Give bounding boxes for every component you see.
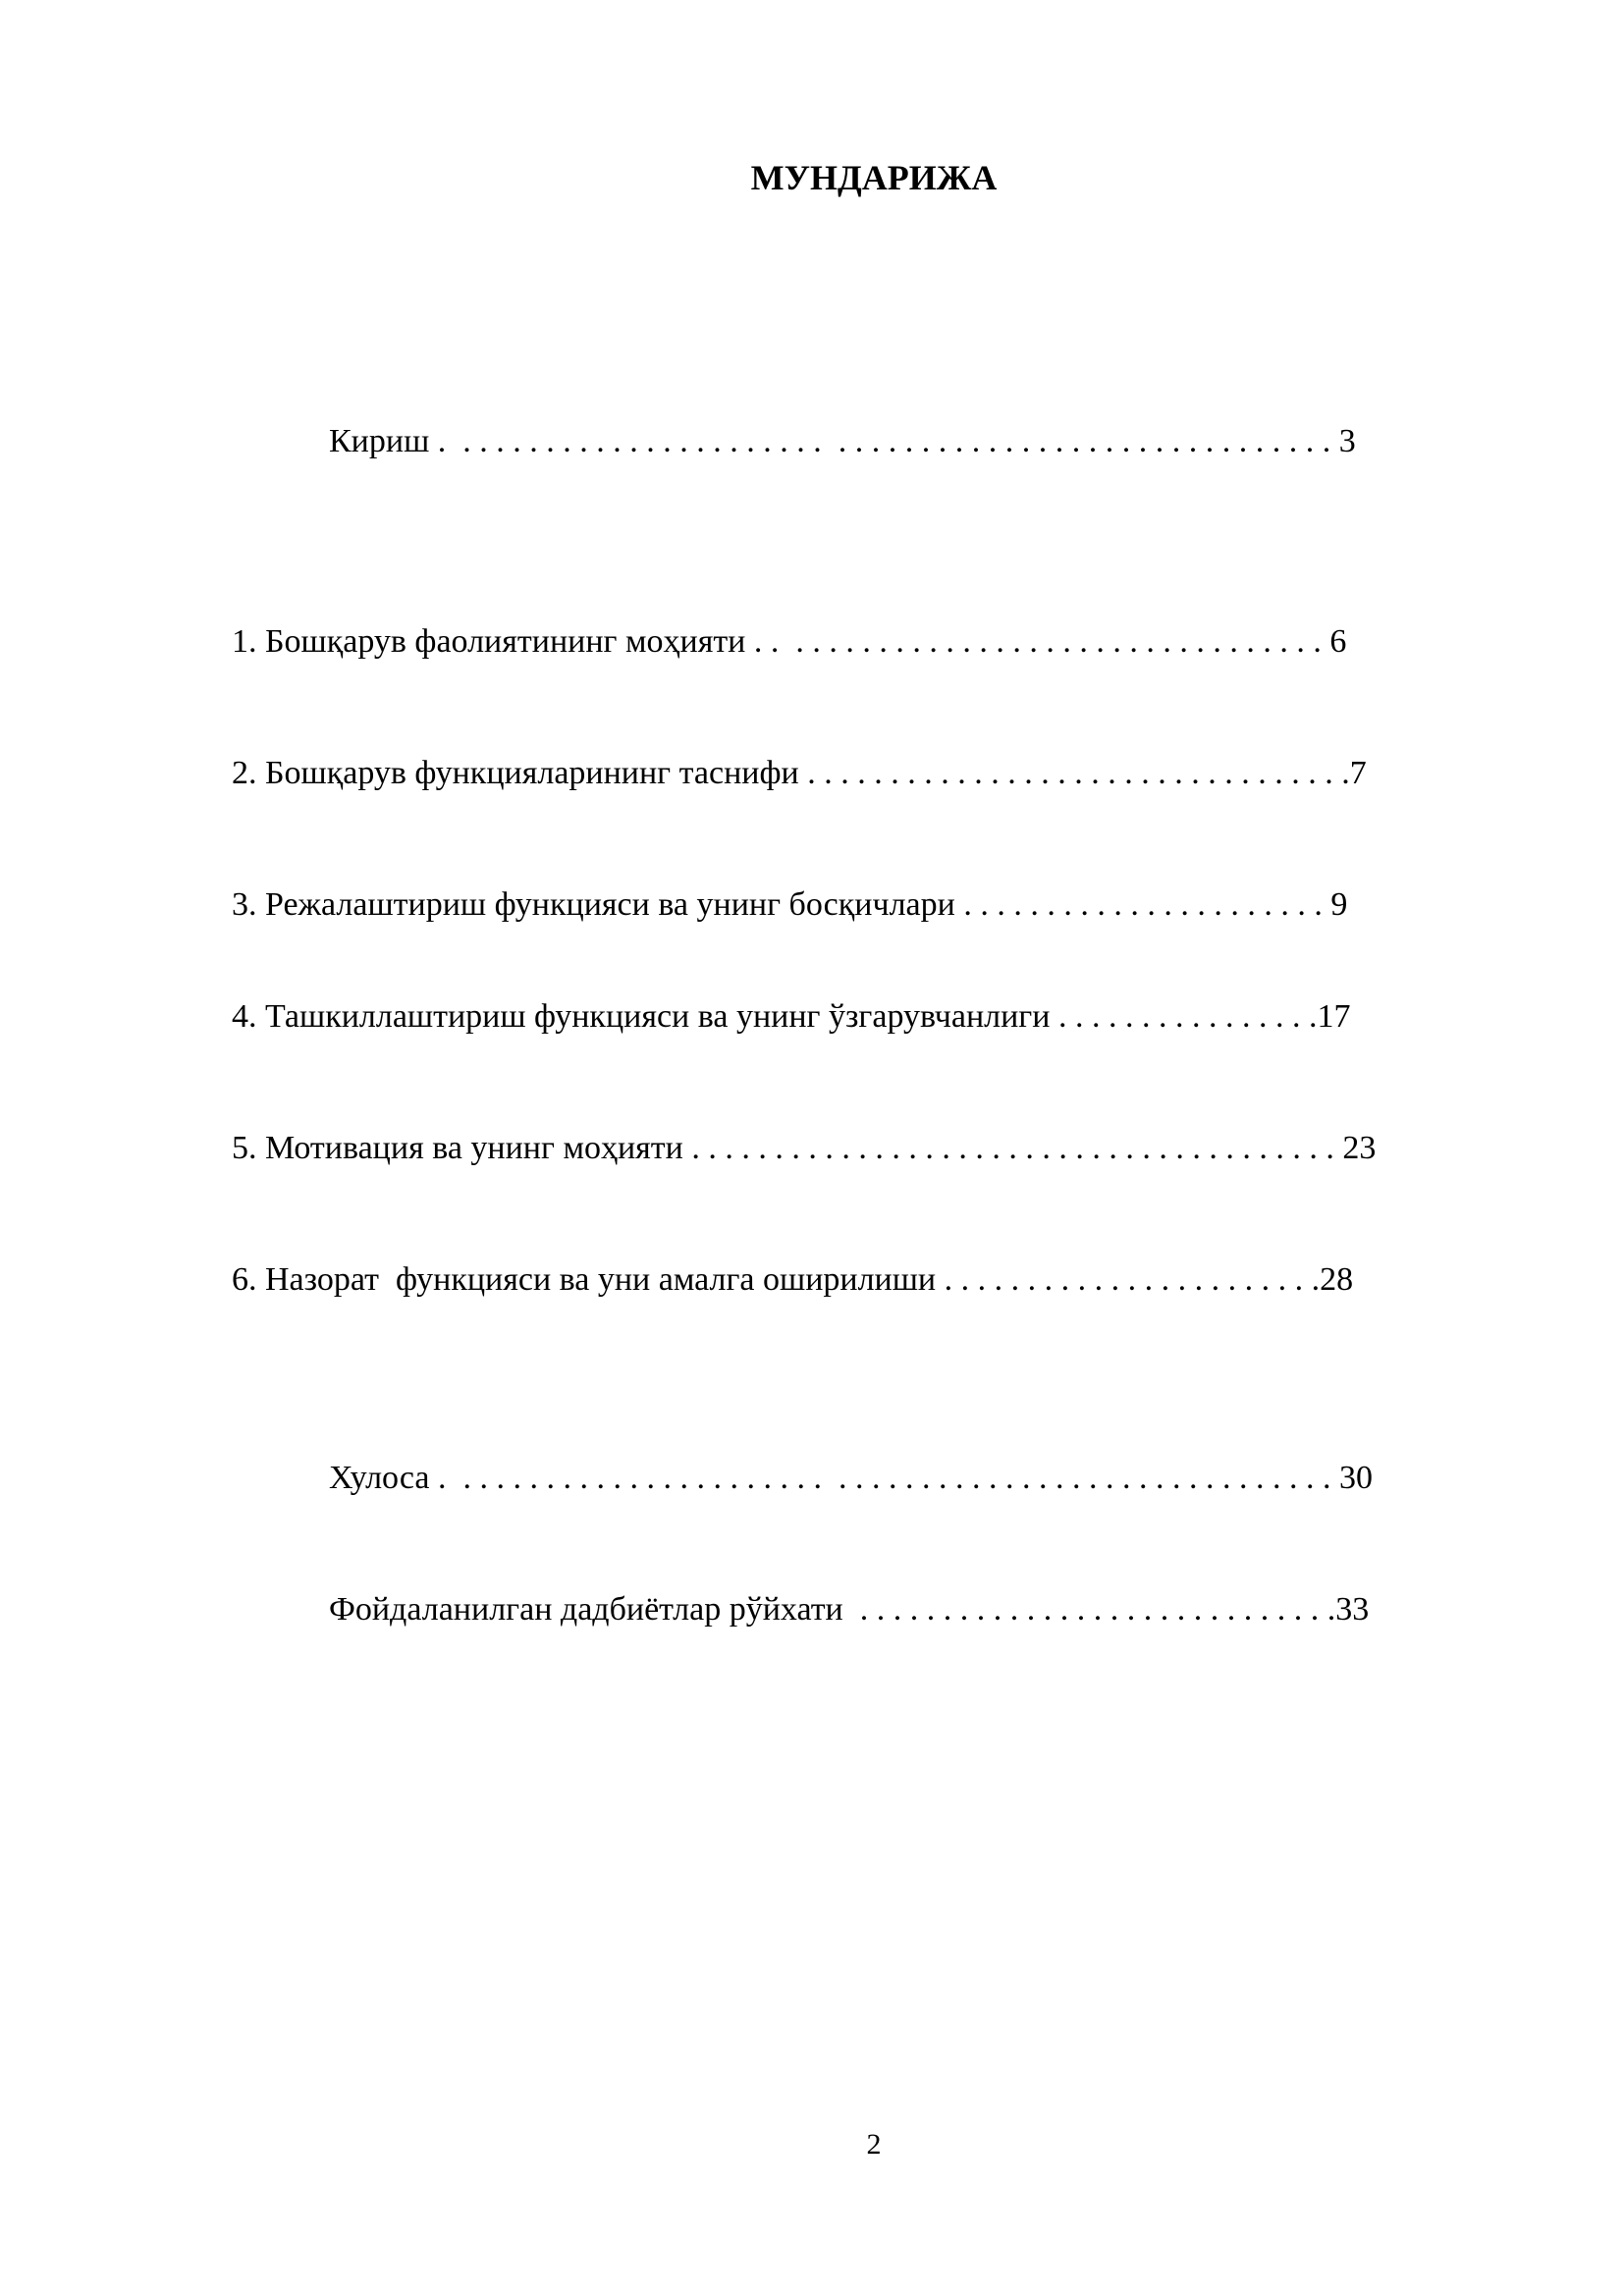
toc-entry-conclusion: Хулоса . . . . . . . . . . . . . . . . . . . . . . . . . . . . . . . . . . . . . . . . . . . . . . . . . . . . . 30 bbox=[329, 1460, 1373, 1496]
toc-entry-section-4: 4. Ташкиллаштириш функцияси ва унинг ўзгарувчанлиги . . . . . . . . . . . . . . . .17 bbox=[232, 998, 1351, 1035]
toc-entry-section-1: 1. Бошқарув фаолиятининг моҳияти . . . . . . . . . . . . . . . . . . . . . . . . . . . . . . . . . . 6 bbox=[232, 623, 1347, 660]
page-title: МУНДАРИЖА bbox=[750, 158, 998, 197]
toc-entry-references: Фойдаланилган дадбиётлар рўйхати . . . . . . . . . . . . . . . . . . . . . . . . . . . . .33 bbox=[329, 1591, 1370, 1628]
toc-entry-section-6: 6. Назорат функцияси ва уни амалга оширилиши . . . . . . . . . . . . . . . . . . . . . . .28 bbox=[232, 1261, 1354, 1298]
toc-entry-introduction: Кириш . . . . . . . . . . . . . . . . . . . . . . . . . . . . . . . . . . . . . . . . . . . . . . . . . . . . . 3 bbox=[329, 423, 1356, 459]
toc-entry-section-2: 2. Бошқарув функцияларининг таснифи . . . . . . . . . . . . . . . . . . . . . . . . . . . . . . . . .7 bbox=[232, 755, 1367, 791]
page-number: 2 bbox=[866, 2128, 882, 2161]
toc-entry-section-5: 5. Мотивация ва унинг моҳияти . . . . . . . . . . . . . . . . . . . . . . . . . . . . . . . . . . . . . . . 23 bbox=[232, 1130, 1377, 1166]
toc-entry-section-3: 3. Режалаштириш функцияси ва унинг босқичлари . . . . . . . . . . . . . . . . . . . . . . 9 bbox=[232, 886, 1348, 923]
